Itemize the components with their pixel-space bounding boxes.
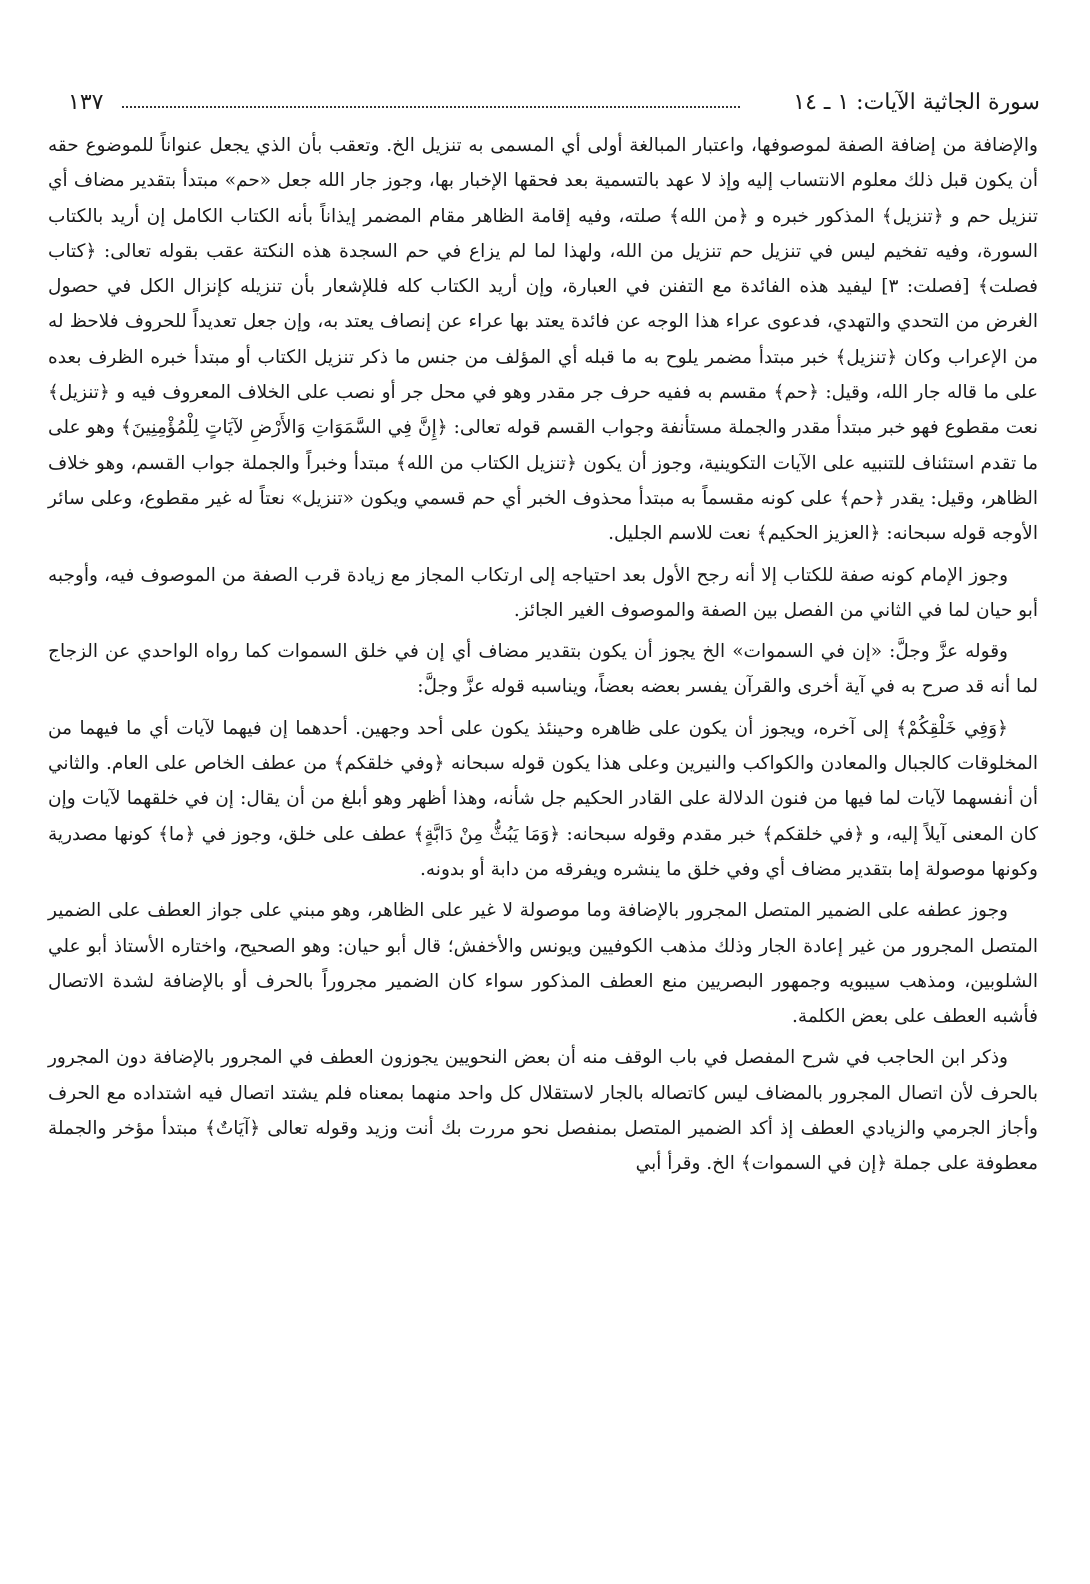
header-title: سورة الجاثية الآيات: ١ ـ ١٤: [793, 90, 1040, 115]
header-dot-leader: [122, 106, 740, 108]
paragraph-2: وجوز الإمام كونه صفة للكتاب إلا أنه رجح الأول بعد احتياجه إلى ارتكاب المجاز مع زيادة قرب الصفة من الموصوف فيه، وأوجبه أبو حيان لما في الثاني من الفصل بين الصفة والموصوف الغير الجائز.: [48, 564, 1038, 621]
running-header: [68, 88, 1040, 118]
page-body: [48, 128, 1038, 1188]
paragraph-5: وجوز عطفه على الضمير المتصل المجرور بالإضافة وما موصولة لا غير على الظاهر، وهو مبني على جواز العطف على الضمير المتصل المجرور من غير إعادة الجار وذلك مذهب الكوفيين ويونس والأخفش؛ قال أبو حيان: وهو الصحيح، واختاره الأستاذ أبو علي الشلوبين، ومذهب سيبويه وجمهور البصريين منع العطف المذكور سواء كان الضمير مجروراً بالحرف أو بالإضافة لشدة الاتصال فأشبه العطف على بعض الكلمة.: [48, 900, 1038, 1028]
paragraph-6: وذكر ابن الحاجب في شرح المفصل في باب الوقف منه أن بعض النحويين يجوزون العطف في المجرور بالإضافة دون المجرور بالحرف لأن اتصال المجرور بالمضاف ليس كاتصاله بالجار لاستقلال كل واحد منهما بمعناه فلم يشتد اتصال فيه اشتداده مع الحرف وأجاز الجرمي والزيادي العطف إذ أكد الضمير المتصل بمنفصل نحو مررت بك أنت وزيد وقوله تعالى ﴿آيَاتٌ﴾ مبتدأ مؤخر والجملة معطوفة على جملة ﴿إن في السموات﴾ الخ. وقرأ أبي: [48, 1047, 1038, 1175]
paragraph-1: والإضافة من إضافة الصفة لموصوفها، واعتبار المبالغة أولى أي المسمى به تنزيل الخ. وتعقب بأن الذي يجعل عنواناً للموضوع حقه أن يكون قبل ذلك معلوم الانتساب إليه وإذ لا عهد بالتسمية بعد فحقها الإخبار بها، وجوز جار الله جعل «حم» مبتدأ بتقدير مضاف أي تنزيل حم و ﴿تنزيل﴾ المذكور خبره و ﴿من الله﴾ صلته، وفيه إقامة الظاهر مقام المضمر إيذاناً بأنه الكتاب الكامل إن أريد بالكتاب السورة، وفيه تفخيم ليس في تنزيل حم تنزيل من الله، ولهذا لما لم يزاع في حم السجدة هذه النكتة عقب بقوله تعالى: ﴿كتاب فصلت﴾ [فصلت: ٣] ليفيد هذه الفائدة مع التفنن في العبارة، وإن أريد الكتاب كله فللإشعار بأن تنزيله كإنزال الكل في حصول الغرض من التحدي والتهدي، فدعوى عراء هذا الوجه عن فائدة يعتد بها عراء عن إنصاف يعتد به، وإن جعل تعديداً للحروف فلاحظ له من الإعراب وكان ﴿تنزيل﴾ خبر مبتدأ مضمر يلوح به ما قبله أي المؤلف من جنس ما ذكر تنزيل الكتاب أو مبتدأ خبره الظرف بعده على ما قاله جار الله، وقيل: ﴿حم﴾ مقسم به ففيه حرف جر مقدر وهو في محل جر أو نصب على الخلاف المعروف فيه و ﴿تنزيل﴾ نعت مقطوع فهو خبر مبتدأ مقدر والجملة مستأنفة وجواب القسم قوله تعالى: ﴿إِنَّ فِي السَّمَوَاتِ وَالأَرْضِ لآيَاتٍ لِلْمُؤْمِنِينَ﴾ وهو على ما تقدم استئناف للتنبيه على الآيات التكوينية، وجوز أن يكون ﴿تنزيل الكتاب من الله﴾ مبتدأ وخبراً والجملة جواب القسم، وهو خلاف الظاهر، وقيل: يقدر ﴿حم﴾ على كونه مقسماً به مبتدأ محذوف الخبر أي حم قسمي ويكون «تنزيل» نعتاً له غير مقطوع، وعلى سائر الأوجه قوله سبحانه: ﴿العزيز الحكيم﴾ نعت للاسم الجليل.: [48, 135, 1039, 545]
page-number: ١٣٧: [68, 90, 104, 115]
paragraph-3: وقوله عزَّ وجلَّ: «إن في السموات» الخ يجوز أن يكون بتقدير مضاف أي إن في خلق السموات كما رواه الواحدي عن الزجاج لما أنه قد صرح به في آية أخرى والقرآن يفسر بعضه بعضاً، ويناسبه قوله عزَّ وجلَّ:: [48, 641, 1038, 698]
paragraph-4: ﴿وَفِي خَلْقِكُمْ﴾ إلى آخره، ويجوز أن يكون على ظاهره وحينئذ يكون على أحد وجهين. أحدهما إن فيهما لآيات أي ما فيهما من المخلوقات كالجبال والمعادن والكواكب والنيرين وعلى هذا يكون قوله سبحانه ﴿وفي خلقكم﴾ من عطف الخاص على العام. والثاني أن أنفسهما لآيات لما فيها من فنون الدلالة على القادر الحكيم جل شأنه، وهذا أظهر وهو أبلغ من أن يقال: إن في خلقهما لآيات وإن كان المعنى آيلاً إليه، و ﴿في خلقكم﴾ خبر مقدم وقوله سبحانه: ﴿وَمَا يَبُثُّ مِنْ دَابَّةٍ﴾ عطف على خلق، وجوز في ﴿ما﴾ كونها مصدرية وكونها موصولة إما بتقدير مضاف أي وفي خلق ما ينشره ويفرقه من دابة أو بدونه.: [48, 717, 1038, 880]
